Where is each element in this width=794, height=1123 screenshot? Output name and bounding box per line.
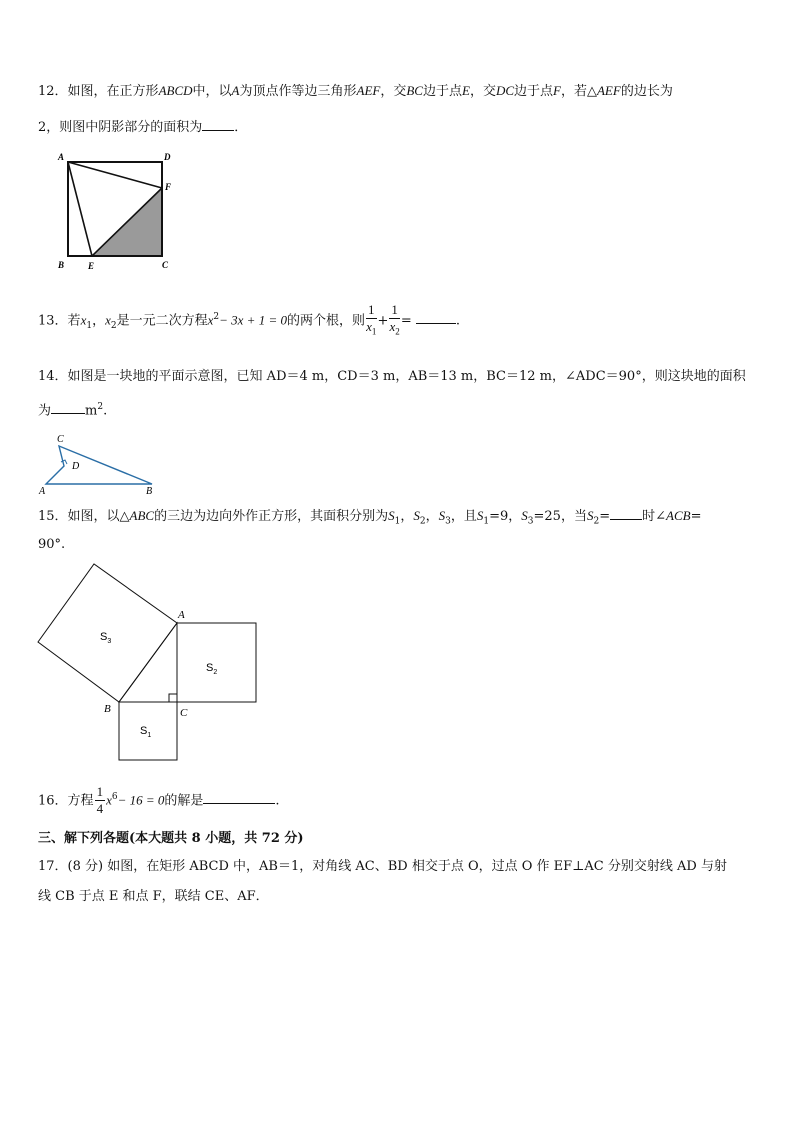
answer-blank-15[interactable] xyxy=(610,505,642,520)
land-quadrilateral xyxy=(46,446,152,484)
label-f: F xyxy=(165,182,172,192)
q14-figure xyxy=(34,432,164,498)
square-s2 xyxy=(177,623,256,702)
square-s3 xyxy=(38,564,177,702)
right-angle-mark xyxy=(169,694,177,702)
answer-blank-12[interactable] xyxy=(202,116,234,131)
label-s3: $S_3$ xyxy=(100,631,112,645)
q15-line2: 90°. xyxy=(38,537,66,552)
fraction-1-over-x1: $\frac{1}{x_1}$ xyxy=(366,302,377,337)
answer-blank-14[interactable] xyxy=(51,399,85,414)
q12-line2: 2，则图中阴影部分的面积为 ． xyxy=(38,116,247,137)
q16-line: 16．方程 $\frac{1}{4}$ $x^6- 16 = 0$的解是 . xyxy=(38,784,280,817)
label-b: B xyxy=(146,486,153,497)
q15-figure xyxy=(36,562,266,766)
label-c: C xyxy=(57,434,64,445)
label-a: A xyxy=(178,609,185,621)
label-s2: $S_2$ xyxy=(206,662,218,676)
q14-line1: 14．如图是一块地的平面示意图，已知 AD＝4 m，CD＝3 m，AB＝13 m，BC＝12 m，∠ADC＝90°，则这块地的面积 xyxy=(38,369,746,384)
q12-line1: 12．如图，在正方形ABCD中，以A为顶点作等边三角形AEF，交BC边于点E，交DC边于点F，若△AEF的边长为 xyxy=(38,83,673,99)
label-c: C xyxy=(180,707,188,719)
square-s1 xyxy=(119,702,177,760)
q14-line2: 为 $m^2$. xyxy=(38,398,107,420)
label-b: B xyxy=(58,260,65,270)
side-af xyxy=(68,162,162,188)
q15-line1: 15．如图，以△ABC的三边为边向外作正方形，其面积分别为$S_1$，$S_2$，$S_3$，且$S_1=9$，$S_3=25$，当$S_2=$ 时∠ACB= xyxy=(38,505,701,531)
q17-line2: 线 CB 于点 E 和点 F，联结 CE、AF． xyxy=(38,889,269,904)
label-e: E xyxy=(88,261,95,271)
label-s1: $S_1$ xyxy=(140,725,152,739)
label-d: D xyxy=(164,152,171,162)
label-a: A xyxy=(39,486,46,497)
label-c: C xyxy=(162,260,169,270)
q12-figure xyxy=(52,148,182,276)
fraction-1-over-x2: $\frac{1}{x_2}$ xyxy=(389,302,400,337)
label-a: A xyxy=(58,152,65,162)
label-b: B xyxy=(104,703,111,715)
answer-blank-13[interactable] xyxy=(416,309,456,324)
triangle-abc xyxy=(119,623,177,702)
fraction-1-over-4: $\frac{1}{4}$ xyxy=(96,784,104,817)
label-d: D xyxy=(72,461,80,472)
q13-line: 13．若$x_1$，$x_2$是一元二次方程$x^2- 3x + 1 = 0$的两个根，则 $\frac{1}{x_1}$ + $\frac{1}{x_2}$ = . xyxy=(38,300,460,343)
q17-line1: 17．(8 分) 如图，在矩形 ABCD 中，AB＝1，对角线 AC、BD 相交于点 O，过点 O 作 EF⊥AC 分别交射线 AD 与射 xyxy=(38,859,727,874)
side-ae xyxy=(68,162,92,256)
answer-blank-16[interactable] xyxy=(203,789,275,804)
section3-title: 三、解下列各题(本大题共 8 小题，共 72 分) xyxy=(38,831,304,846)
